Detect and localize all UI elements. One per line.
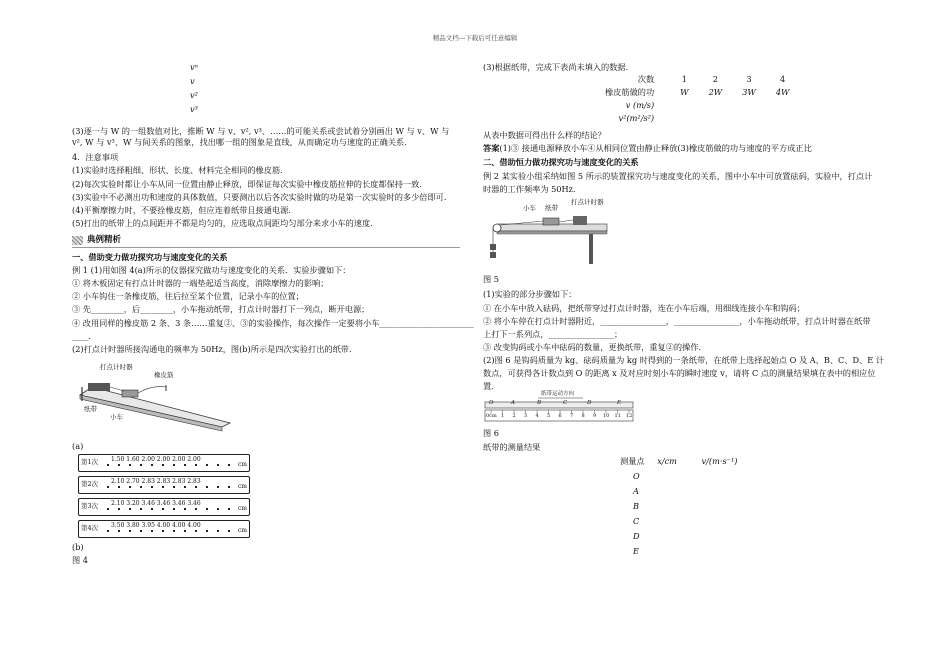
table-header-cell: x/cm <box>657 456 677 467</box>
ruler-title: 纸带运动方向 <box>541 390 575 397</box>
velocity-list <box>72 62 460 115</box>
table-row <box>595 99 799 112</box>
paragraph: (3)逐一与 W 的一组数值对比，推断 W 与 v、v², v³、……的可能关系或尝试着分别画出 W 与 v、W 与 <box>72 126 450 137</box>
ruler-number: 6 <box>558 412 562 419</box>
step-item: ④ 改用同样的橡皮筋 2 条、3 条……重复②、③的实验操作，每次操作一定要将小车_______________________ <box>72 317 474 328</box>
paper-tape <box>78 476 250 494</box>
ruler-number: 8 <box>581 412 585 419</box>
velocity-item: v² <box>190 90 198 101</box>
band-label: 橡皮筋 <box>154 370 174 379</box>
tape-run-label: 第3次 <box>81 501 99 510</box>
page-header: 精品文档---下载后可任意编辑 <box>432 34 518 42</box>
measurement-table <box>483 456 883 557</box>
paper-tape <box>78 454 250 472</box>
table-cell: W <box>680 87 689 98</box>
table-cell: 3 <box>746 74 752 85</box>
section-banner <box>72 235 460 248</box>
figure-4b <box>72 454 460 538</box>
tape-values: 1.50 1.60 2.00 2.00 2.00 2.00 <box>111 455 201 463</box>
tape-dots <box>107 464 237 466</box>
table-row <box>595 112 799 125</box>
velocity-item: v <box>190 76 195 87</box>
ruler-number: 2 <box>512 412 516 419</box>
ruler-number: 0cm <box>486 412 497 419</box>
question: (3)根据纸带，完成下表尚未填入的数据. <box>483 62 629 72</box>
table-header-row <box>620 456 883 467</box>
note-item: (2)每次实验时都让小车从同一位置由静止释放，即保证每次实验中橡皮筋拉伸的长度都保持一致. <box>72 178 422 189</box>
left-column <box>72 62 474 566</box>
note-item: (3)实验中不必测出功和速度的具体数值，只要测出以后各次实验时做的功是第一次实验时的多少倍即可. <box>72 191 447 202</box>
data-table <box>595 73 799 125</box>
step-item: ③ 先________，后________，小车拖动纸带，打点计时器打下一列点，断开电源； <box>72 304 370 315</box>
figure-caption: (a) <box>72 440 84 451</box>
car-label: 小车 <box>110 412 123 421</box>
right-column <box>483 62 883 558</box>
step-item: 上打下一系列点，________________； <box>483 328 623 339</box>
table-cell: 4 <box>780 74 786 85</box>
tape-label: 纸带 <box>545 204 558 213</box>
paper-tape <box>78 520 250 538</box>
table-header-cell: v/(m·s⁻¹) <box>701 456 738 467</box>
incline-apparatus-icon <box>72 357 242 437</box>
tape-unit: cm <box>237 482 247 490</box>
paragraph: v², W 与 v³、W 与间关系的图象，找出哪一组的图象是直线，从而确定功与速度的正确关系. <box>72 137 407 148</box>
example-intro: 例 2 某实验小组采纳如图 5 所示的装置探究功与速度变化的关系，图中小车中可放置砝码，实验中，打点计 <box>483 171 873 182</box>
tape-dots <box>107 486 237 488</box>
ruler-point: B <box>537 399 542 406</box>
question: 从表中数据可得出什么样的结论？ <box>483 130 606 141</box>
table-row: A <box>633 486 639 497</box>
tape-values: 2.10 2.70 2.83 2.83 2.83 2.83 <box>111 477 201 485</box>
step-item: ③ 改变钩码或小车中砝码的数量，更换纸带，重复②的操作. <box>483 341 702 352</box>
table-title: 纸带的测量结果 <box>483 442 541 452</box>
velocity-item: vⁿ <box>190 62 198 72</box>
section-title: 一、借助变力做功探究功与速度变化的关系 <box>72 252 228 263</box>
note-item: (5)打出的纸带上的点间距并不都是均匀的，应选取点间距均匀部分来求小车的速度. <box>72 217 373 228</box>
section-heading: 4．注意事项 <box>72 152 119 163</box>
paragraph: (2)图 6 是钩码质量为 kg、砝码质量为 kg 时得到的一条纸带，在纸带上选择起始点 O 及 A、B、C、D、E 计 <box>483 354 885 365</box>
step-item: ② 将小车停在打点计时器附近，________________，________________，小车拖动纸带，打点计时器在纸带 <box>483 315 871 326</box>
ruler-number: 12 <box>626 412 633 419</box>
paragraph: 置. <box>483 380 494 391</box>
paragraph: (1)实验的部分步骤如下： <box>483 289 577 300</box>
figure-6 <box>483 390 635 424</box>
figure-caption: 图 4 <box>72 554 88 565</box>
example-intro: 例 1 (1)用如图 4(a)所示的仪器探究做功与速度变化的关系．实验步骤如下： <box>72 265 351 276</box>
ruler-point: D <box>587 399 592 406</box>
car-label: 小车 <box>523 204 536 213</box>
ruler-number: 5 <box>547 412 551 419</box>
tape-dots <box>107 508 237 510</box>
note-item: (4)平衡摩擦力时，不要拴橡皮筋，但应连着纸带且接通电源. <box>72 204 291 215</box>
ruler-number: 1 <box>501 412 505 419</box>
table-row <box>595 86 799 99</box>
table-cell: 2W <box>708 87 723 98</box>
table-row <box>595 73 799 86</box>
paper-tape <box>78 498 250 516</box>
timer-label: 打点计时器 <box>100 362 133 371</box>
banner-title: 典例精析 <box>87 234 122 245</box>
tape-unit: cm <box>237 460 247 468</box>
table-row: O <box>633 471 640 482</box>
blank-tail: ____. <box>72 330 91 341</box>
table-cell: 次数 <box>637 74 655 85</box>
tape-values: 2.10 3.20 3.46 3.46 3.46 3.46 <box>111 499 201 507</box>
figure-caption: 图 6 <box>483 427 499 438</box>
ruler-number: 11 <box>614 412 621 419</box>
answer <box>483 143 883 154</box>
table-row: C <box>633 516 640 527</box>
ruler-number: 7 <box>570 412 574 419</box>
answer-text: (1)③ 接通电源释放小车④从相同位置由静止释放(3)橡皮筋做的功与速度的平方成正比 <box>499 143 812 154</box>
table-cell: 2 <box>712 74 718 85</box>
tape-run-label: 第2次 <box>81 479 99 488</box>
ruler-point: C <box>563 399 568 406</box>
example-intro: 时器的工作频率为 50Hz. <box>483 184 576 195</box>
timer-label: 打点计时器 <box>571 198 604 207</box>
tape-run-label: 第1次 <box>81 457 99 466</box>
step-item: ① 在小车中放入砝码，把纸带穿过打点计时器，连在小车后端，用细线连接小车和钩码； <box>483 302 805 313</box>
note-item: (1)实验时选择粗细、形状、长度、材料完全相同的橡皮筋. <box>72 165 283 176</box>
answer-label: 答案 <box>483 143 500 154</box>
ruler-point: E <box>617 399 622 406</box>
figure-5 <box>483 198 613 270</box>
paragraph: 数点，可获得各计数点到 O 的距离 x 及对应时刻小车的瞬时速度 v，请将 C 点的测量结果填在表中的相应位 <box>483 367 876 378</box>
tape-label: 纸带 <box>84 404 97 413</box>
table-cell: 橡皮筋做的功 <box>605 87 655 98</box>
table-row: E <box>633 546 639 557</box>
ruler-number: 10 <box>603 412 610 419</box>
ruler-number: 9 <box>593 412 597 419</box>
table-cell: 3W <box>742 87 756 98</box>
table-cell: 4W <box>775 87 790 98</box>
ruler-number: 4 <box>535 412 539 419</box>
step-item: ① 将木板固定有打点计时器的一端垫起适当高度，消除摩擦力的影响； <box>72 278 329 289</box>
figure-caption: 图 5 <box>483 274 499 285</box>
table-row: B <box>633 501 640 512</box>
tape-values: 3.50 3.80 3.95 4.00 4.00 4.00 <box>111 521 201 529</box>
figure-4a <box>72 357 242 437</box>
table-row: D <box>633 531 640 542</box>
section-title: 二、借助恒力做功探究功与速度变化的关系 <box>483 157 639 168</box>
table-header-cell: 测量点 <box>620 456 645 467</box>
ruler-number: 3 <box>524 412 528 419</box>
velocity-item: v³ <box>190 104 198 115</box>
table-cell: v²(m²/s²) <box>618 113 655 124</box>
step-item: ② 小车钩住一条橡皮筋，往后拉至某个位置，记录小车的位置； <box>72 291 304 302</box>
tape-unit: cm <box>237 526 247 534</box>
table-cell: 1 <box>681 74 687 85</box>
ruler-point: O <box>489 399 494 406</box>
ruler-point: A <box>511 399 515 406</box>
tape-run-label: 第4次 <box>81 523 99 532</box>
figure-caption: (b) <box>72 541 84 552</box>
banner-icon <box>72 236 83 245</box>
tape-dots <box>107 530 237 532</box>
tape-unit: cm <box>237 504 247 512</box>
question: (2)打点计时器所接沟通电的频率为 50Hz，图(b)所示是四次实验打出的纸带． <box>72 343 358 354</box>
table-cell: v (m/s) <box>625 100 655 111</box>
